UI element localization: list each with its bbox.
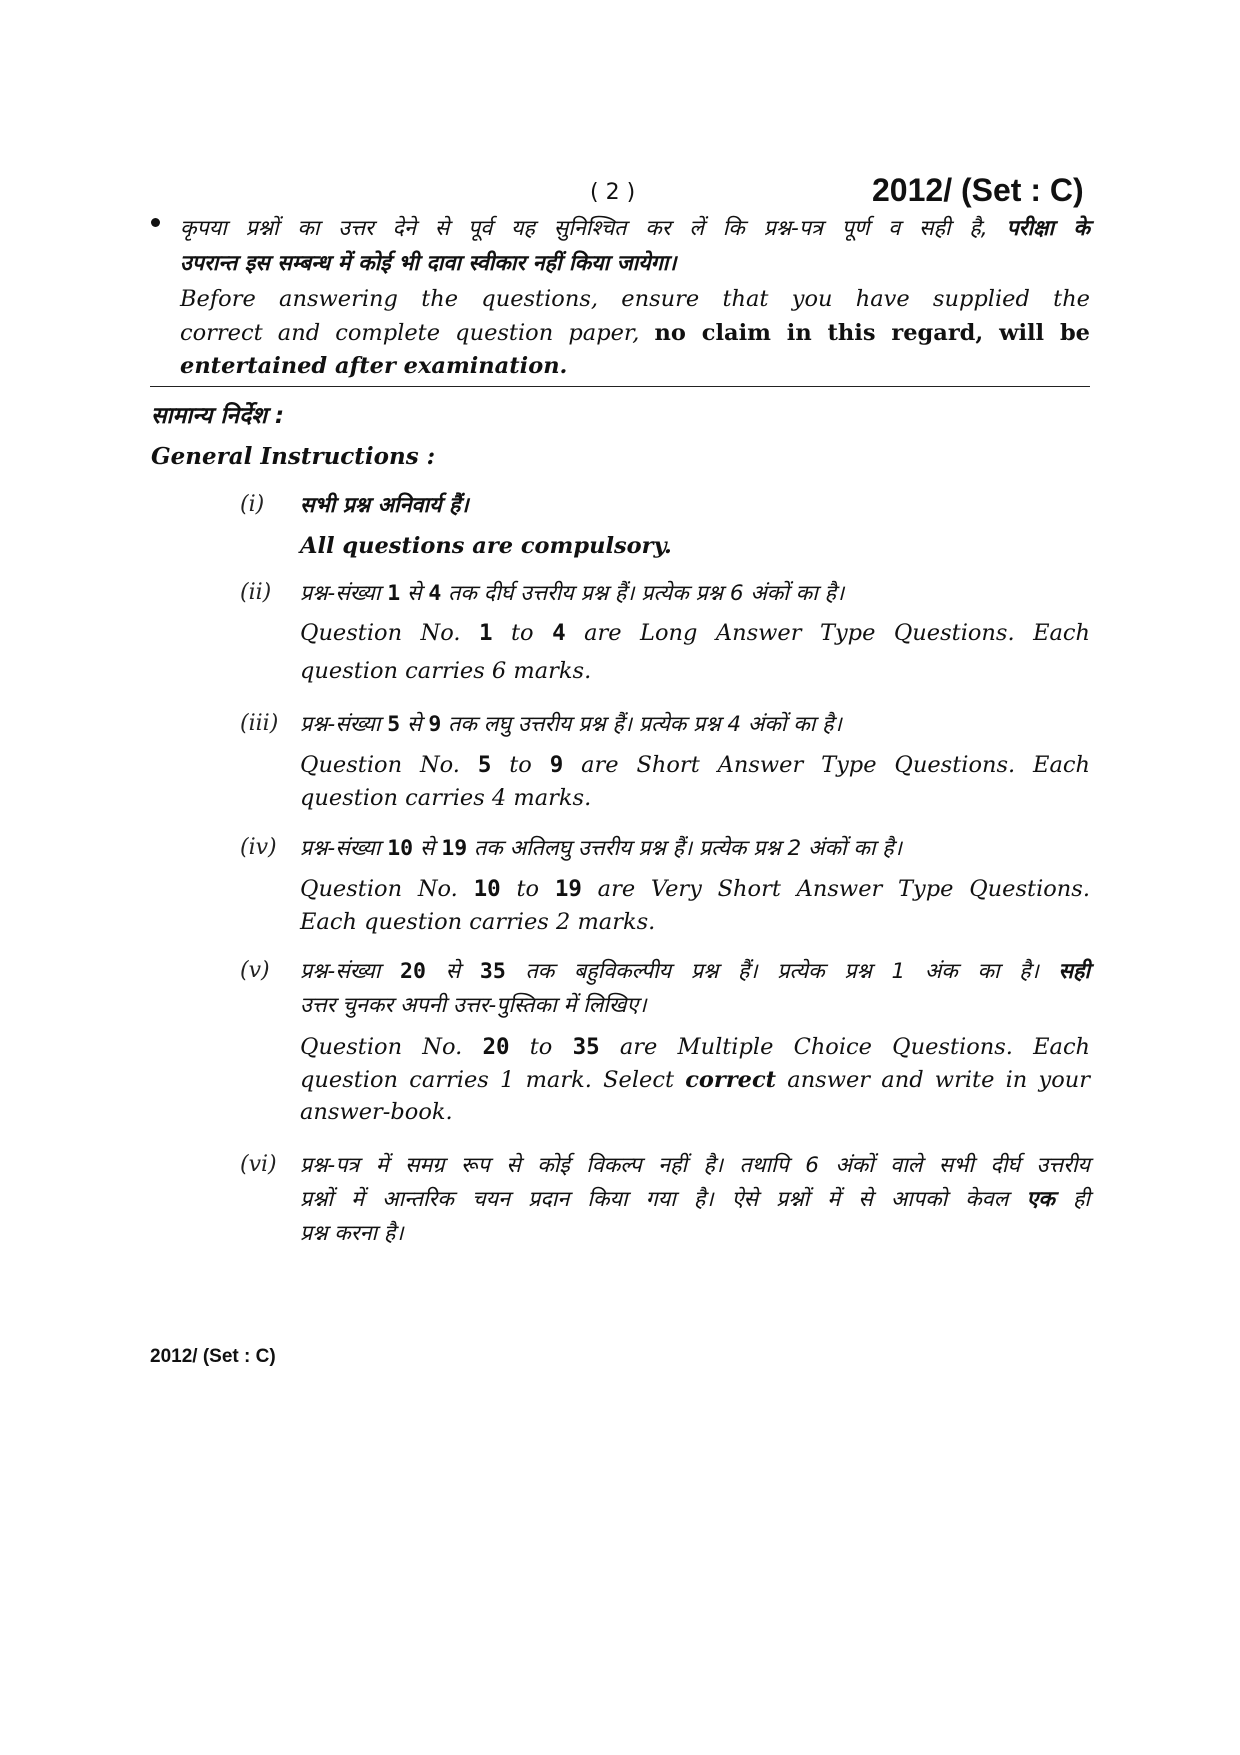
question-range-end: 4 xyxy=(428,581,442,606)
question-range-start: 1 xyxy=(387,581,401,606)
question-range-end: 9 xyxy=(428,712,442,737)
instruction-text: are Long Answer Type Questions. Each xyxy=(584,620,1091,646)
notice-hindi-bold-text: परीक्षा के xyxy=(1006,216,1090,241)
question-range-end: 19 xyxy=(441,836,468,861)
notice-english-line-2 xyxy=(180,320,1090,346)
general-instructions-heading: General Instructions : xyxy=(151,443,436,470)
instruction-english xyxy=(300,752,1090,778)
notice-english-text: correct and complete question paper, xyxy=(180,320,640,346)
notice-english-line-1: Before answering the questions, ensure that you have supplied the xyxy=(180,286,1090,312)
instruction-text: तक लघु उत्तरीय प्रश्न हैं। प्रत्येक प्रश्न 4 अंकों का है। xyxy=(448,712,842,737)
instruction-bold-text: सही xyxy=(1058,959,1091,984)
question-range-end: 9 xyxy=(549,752,564,778)
instruction-hindi xyxy=(300,578,844,607)
question-range-start: 1 xyxy=(479,620,493,646)
instruction-text: प्रश्न-संख्या xyxy=(300,712,381,737)
notice-english-bold-text: no claim in this regard, will be xyxy=(654,320,1090,346)
instruction-english: All questions are compulsory. xyxy=(300,533,672,559)
paper-code-header: 2012/ (Set : C) xyxy=(872,172,1084,208)
instruction-hindi-line-2: उत्तर चुनकर अपनी उत्तर-पुस्तिका में लिखिए। xyxy=(300,993,647,1018)
instruction-text: are Very Short Answer Type Questions. xyxy=(597,876,1090,902)
instruction-bold-text: correct xyxy=(685,1067,777,1093)
divider-line xyxy=(150,386,1090,387)
instruction-text: answer and write in your xyxy=(787,1067,1091,1093)
instruction-hindi xyxy=(300,709,842,738)
instruction-english xyxy=(300,1034,1090,1060)
instruction-text: to xyxy=(509,752,532,778)
instruction-text: Question No. xyxy=(300,752,460,778)
instruction-text: Question No. xyxy=(300,1034,463,1060)
question-range-start: 10 xyxy=(387,836,414,861)
question-range-start: 20 xyxy=(400,959,426,984)
instruction-text: are Multiple Choice Questions. Each xyxy=(619,1034,1091,1060)
instruction-english-line-2: question carries 6 marks. xyxy=(300,658,592,684)
instruction-hindi xyxy=(300,833,902,862)
instruction-text: to xyxy=(529,1034,553,1060)
instruction-english-line-3: answer-book. xyxy=(300,1099,453,1125)
instruction-english-line-2: question carries 4 marks. xyxy=(300,785,592,811)
instruction-english-line-2 xyxy=(300,1067,1090,1093)
instruction-number: (iii) xyxy=(240,711,279,736)
instruction-text: ही xyxy=(1072,1187,1090,1212)
instruction-english xyxy=(300,876,1090,902)
notice-hindi-line-1 xyxy=(180,213,1090,242)
instruction-english xyxy=(300,620,1090,646)
instruction-bold-text: एक xyxy=(1026,1187,1055,1212)
general-instructions-hindi-heading: सामान्य निर्देश : xyxy=(151,403,285,429)
instruction-text: से xyxy=(419,836,435,861)
paper-code-footer: 2012/ (Set : C) xyxy=(150,1346,276,1367)
instruction-number: (v) xyxy=(240,958,270,983)
instruction-hindi: प्रश्न-पत्र में समग्र रूप से कोई विकल्प नहीं है। तथापि 6 अंकों वाले सभी दीर्घ उत्तरीय xyxy=(300,1153,1090,1178)
question-range-start: 5 xyxy=(387,712,401,737)
instruction-hindi xyxy=(300,956,1090,985)
page-number: ( 2 ) xyxy=(590,180,636,205)
instruction-text: are Short Answer Type Questions. Each xyxy=(581,752,1090,778)
instruction-number: (vi) xyxy=(240,1152,277,1177)
instruction-number: (ii) xyxy=(240,580,272,605)
instruction-text: to xyxy=(511,620,534,646)
question-range-end: 35 xyxy=(572,1034,600,1060)
instruction-text: तक अतिलघु उत्तरीय प्रश्न हैं। प्रत्येक प्रश्न 2 अंकों का है। xyxy=(474,836,902,861)
instruction-number: (i) xyxy=(240,492,265,517)
instruction-text: Question No. xyxy=(300,620,461,646)
instruction-text: प्रश्न-संख्या xyxy=(300,959,381,984)
bullet-icon xyxy=(151,218,160,227)
instruction-hindi-line-2 xyxy=(300,1184,1090,1213)
question-range-end: 4 xyxy=(552,620,566,646)
question-range-start: 20 xyxy=(482,1034,510,1060)
question-range-start: 10 xyxy=(473,876,501,902)
instruction-text: तक दीर्घ उत्तरीय प्रश्न हैं। प्रत्येक प्रश्न 6 अंकों का है। xyxy=(448,581,845,606)
notice-hindi-line-2: उपरान्त इस सम्बन्ध में कोई भी दावा स्वीकार नहीं किया जायेगा। xyxy=(180,251,677,276)
instruction-text: to xyxy=(516,876,540,902)
question-range-start: 5 xyxy=(477,752,492,778)
instruction-text: तक बहुविकल्पीय प्रश्न हैं। प्रत्येक प्रश्न 1 अंक का है। xyxy=(525,959,1039,984)
instruction-english-line-2: Each question carries 2 marks. xyxy=(300,909,656,935)
notice-hindi-text: कृपया प्रश्नों का उत्तर देने से पूर्व यह सुनिश्चित कर लें कि प्रश्न-पत्र पूर्ण व सही है, xyxy=(180,216,988,241)
instruction-text: question carries 1 mark. Select xyxy=(300,1067,674,1093)
instruction-text: प्रश्नों में आन्तरिक चयन प्रदान किया गया है। ऐसे प्रश्नों में से आपको केवल xyxy=(300,1187,1009,1212)
instruction-text: से xyxy=(406,581,422,606)
question-range-end: 19 xyxy=(554,876,582,902)
instruction-text: Question No. xyxy=(300,876,458,902)
instruction-number: (iv) xyxy=(240,835,277,860)
instruction-text: से xyxy=(406,712,422,737)
instruction-text: प्रश्न-संख्या xyxy=(300,836,381,861)
notice-english-line-3: entertained after examination. xyxy=(180,353,568,379)
question-range-end: 35 xyxy=(479,959,506,984)
instruction-text: प्रश्न-संख्या xyxy=(300,581,381,606)
instruction-hindi-line-3: प्रश्न करना है। xyxy=(300,1221,404,1246)
instruction-hindi: सभी प्रश्न अनिवार्य हैं। xyxy=(300,493,469,518)
instruction-text: से xyxy=(445,959,461,984)
